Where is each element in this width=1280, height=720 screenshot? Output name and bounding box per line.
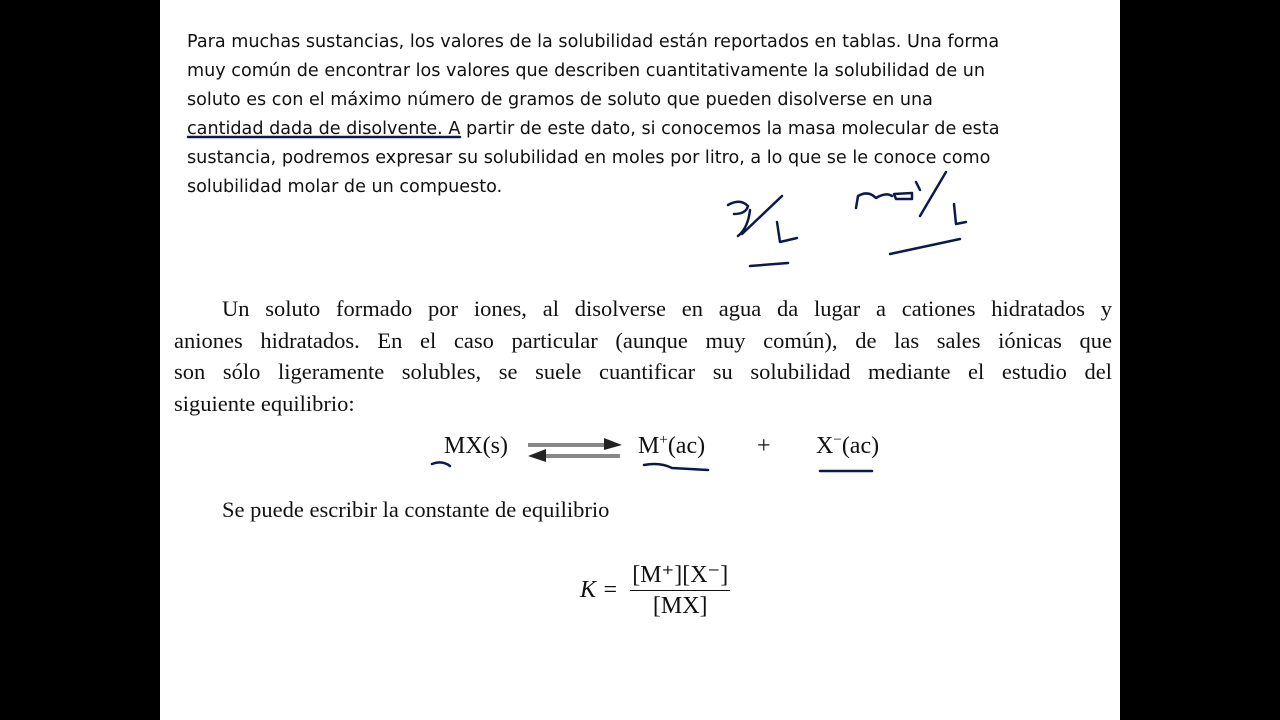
- paragraph-ionic-solute: [174, 293, 1112, 419]
- text-line: solubilidad molar de un compuesto.: [187, 177, 503, 197]
- product-cation: [638, 433, 705, 460]
- k-lhs: K =: [580, 576, 619, 603]
- slide-page: [160, 0, 1120, 720]
- anion-symbol: X: [816, 433, 834, 459]
- underline-mx: [432, 462, 450, 466]
- k-denominator: [MX]: [652, 593, 708, 619]
- text-line: aniones hidratados. En el caso particular (aunque muy común), de las sales iónicas que: [174, 327, 1112, 353]
- text-line: sustancia, podremos expresar su solubilidad en moles por litro, a lo que se le conoce como: [187, 148, 991, 168]
- cation-charge: +: [659, 432, 668, 448]
- paragraph-solubility-intro: [187, 28, 1087, 202]
- k-fraction: [630, 560, 730, 620]
- anion-charge: −: [833, 432, 842, 448]
- plus-sign: +: [757, 433, 771, 459]
- product-anion: [816, 433, 879, 460]
- text-line: muy común de encontrar los valores que describen cuantitativamente la solubilidad de un: [187, 61, 986, 81]
- text-line: siguiente equilibrio:: [174, 390, 355, 416]
- underline-cation: [644, 464, 708, 470]
- cation-state: (ac): [667, 433, 706, 459]
- cation-symbol: M: [638, 433, 660, 459]
- equilibrium-arrows-icon: [526, 438, 624, 464]
- paragraph-equilibrium-constant: Se puede escribir la constante de equilibrio: [222, 497, 610, 522]
- text-line: son sólo ligeramente solubles, se suele cuantificar su solubilidad mediante el estudio del: [174, 359, 1112, 384]
- text-line: Para muchas sustancias, los valores de la solubilidad están reportados en tablas. Una forma: [187, 32, 1000, 52]
- text-line: cantidad dada de disolvente. A partir de este dato, si conocemos la masa molecular de esta: [187, 119, 1000, 139]
- k-expression: [580, 560, 730, 620]
- handwritten-g-per-l: [728, 196, 797, 266]
- k-numerator: [M⁺][X⁻]: [630, 560, 730, 591]
- text-line: Un soluto formado por iones, al disolverse en agua da lugar a cationes hidratados y: [222, 296, 1112, 321]
- text-line: soluto es con el máximo número de gramos de soluto que pueden disolverse en una: [187, 90, 933, 110]
- anion-state: (ac): [841, 433, 880, 459]
- reactant: MX(s): [444, 433, 508, 459]
